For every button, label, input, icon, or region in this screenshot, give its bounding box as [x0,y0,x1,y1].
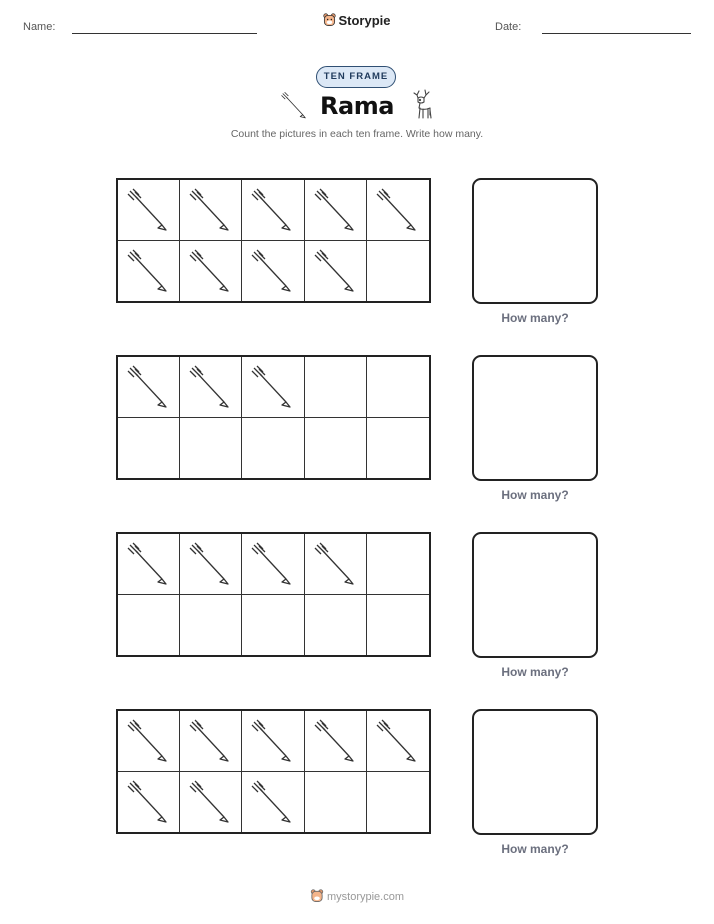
arrow-icon [188,718,232,766]
ten-frame-cell [305,595,367,656]
brand-name: Storypie [338,13,391,28]
arrow-icon [313,248,357,296]
arrow-icon [250,718,294,766]
arrow-icon [188,248,232,296]
arrow-icon [126,779,170,827]
ten-frame-cell [180,180,242,241]
ten-frame-cell [305,711,367,772]
storypie-bear-logo [323,13,336,27]
ten-frame-cell [242,180,304,241]
ten-frame-cell [118,772,180,833]
footer [0,889,714,903]
ten-frame-cell [367,772,429,833]
how-many-label: How many? [501,665,569,679]
ten-frame-cell [305,772,367,833]
ten-frame-cell [180,241,242,302]
ten-frame-cell [118,534,180,595]
ten-frame-cell [305,418,367,479]
arrow-icon [250,187,294,235]
arrow-icon [126,248,170,296]
ten-frame-cell [242,772,304,833]
answer-box[interactable] [472,709,598,835]
ten-frame-cell [180,595,242,656]
name-label: Name: [23,21,56,33]
arrow-icon [250,248,294,296]
deer-icon [407,88,435,122]
ten-frame-cell [118,357,180,418]
ten-frame-cell [242,711,304,772]
ten-frame-cell [367,418,429,479]
ten-frame-cell [242,418,304,479]
answer-box[interactable] [472,355,598,481]
ten-frame [116,178,431,303]
ten-frame-cell [180,711,242,772]
date-label: Date: [495,21,522,33]
name-line[interactable] [72,33,257,34]
ten-frame-cell [242,534,304,595]
ten-frame-cell [367,241,429,302]
ten-frame-cell [242,595,304,656]
ten-frame-cell [118,418,180,479]
storypie-bear-logo [310,889,324,903]
arrow-icon [250,541,294,589]
arrow-icon [188,187,232,235]
ten-frame-cell [367,357,429,418]
ten-frame-cell [242,241,304,302]
ten-frame [116,532,431,657]
arrow-icon [188,541,232,589]
brand [0,13,714,28]
footer-url: mystorypie.com [326,891,405,903]
ten-frame-cell [180,534,242,595]
ten-frame-cell [180,418,242,479]
ten-frame-cell [118,180,180,241]
arrow-icon [250,364,294,412]
arrow-icon [188,364,232,412]
ten-frame-cell [305,241,367,302]
ten-frame [116,355,431,480]
arrow-icon [375,718,419,766]
ten-frame-cell [242,357,304,418]
arrow-icon [250,779,294,827]
ten-frame-cell [180,772,242,833]
ten-frame-cell [367,711,429,772]
how-many-label: How many? [501,842,569,856]
answer-box[interactable] [472,178,598,304]
ten-frame-cell [180,357,242,418]
how-many-label: How many? [501,488,569,502]
arrow-icon [126,541,170,589]
arrow-icon [313,718,357,766]
arrow-icon [313,541,357,589]
ten-frame-cell [367,595,429,656]
date-line[interactable] [542,33,691,34]
ten-frame-cell [367,534,429,595]
arrow-icon [375,187,419,235]
ten-frame-cell [305,534,367,595]
how-many-label: How many? [501,311,569,325]
arrow-icon [188,779,232,827]
arrow-icon [126,718,170,766]
arrow-icon [126,187,170,235]
ten-frame-badge: TEN FRAME [316,66,396,88]
ten-frame-cell [118,711,180,772]
ten-frame-cell [118,241,180,302]
arrow-icon [126,364,170,412]
answer-box[interactable] [472,532,598,658]
ten-frame-cell [367,180,429,241]
instructions: Count the pictures in each ten frame. Write how many. [230,128,484,140]
ten-frame [116,709,431,834]
ten-frame-cell [305,357,367,418]
page-title: Rama [320,92,394,120]
ten-frame-cell [305,180,367,241]
ten-frame-cell [118,595,180,656]
arrow-icon [313,187,357,235]
